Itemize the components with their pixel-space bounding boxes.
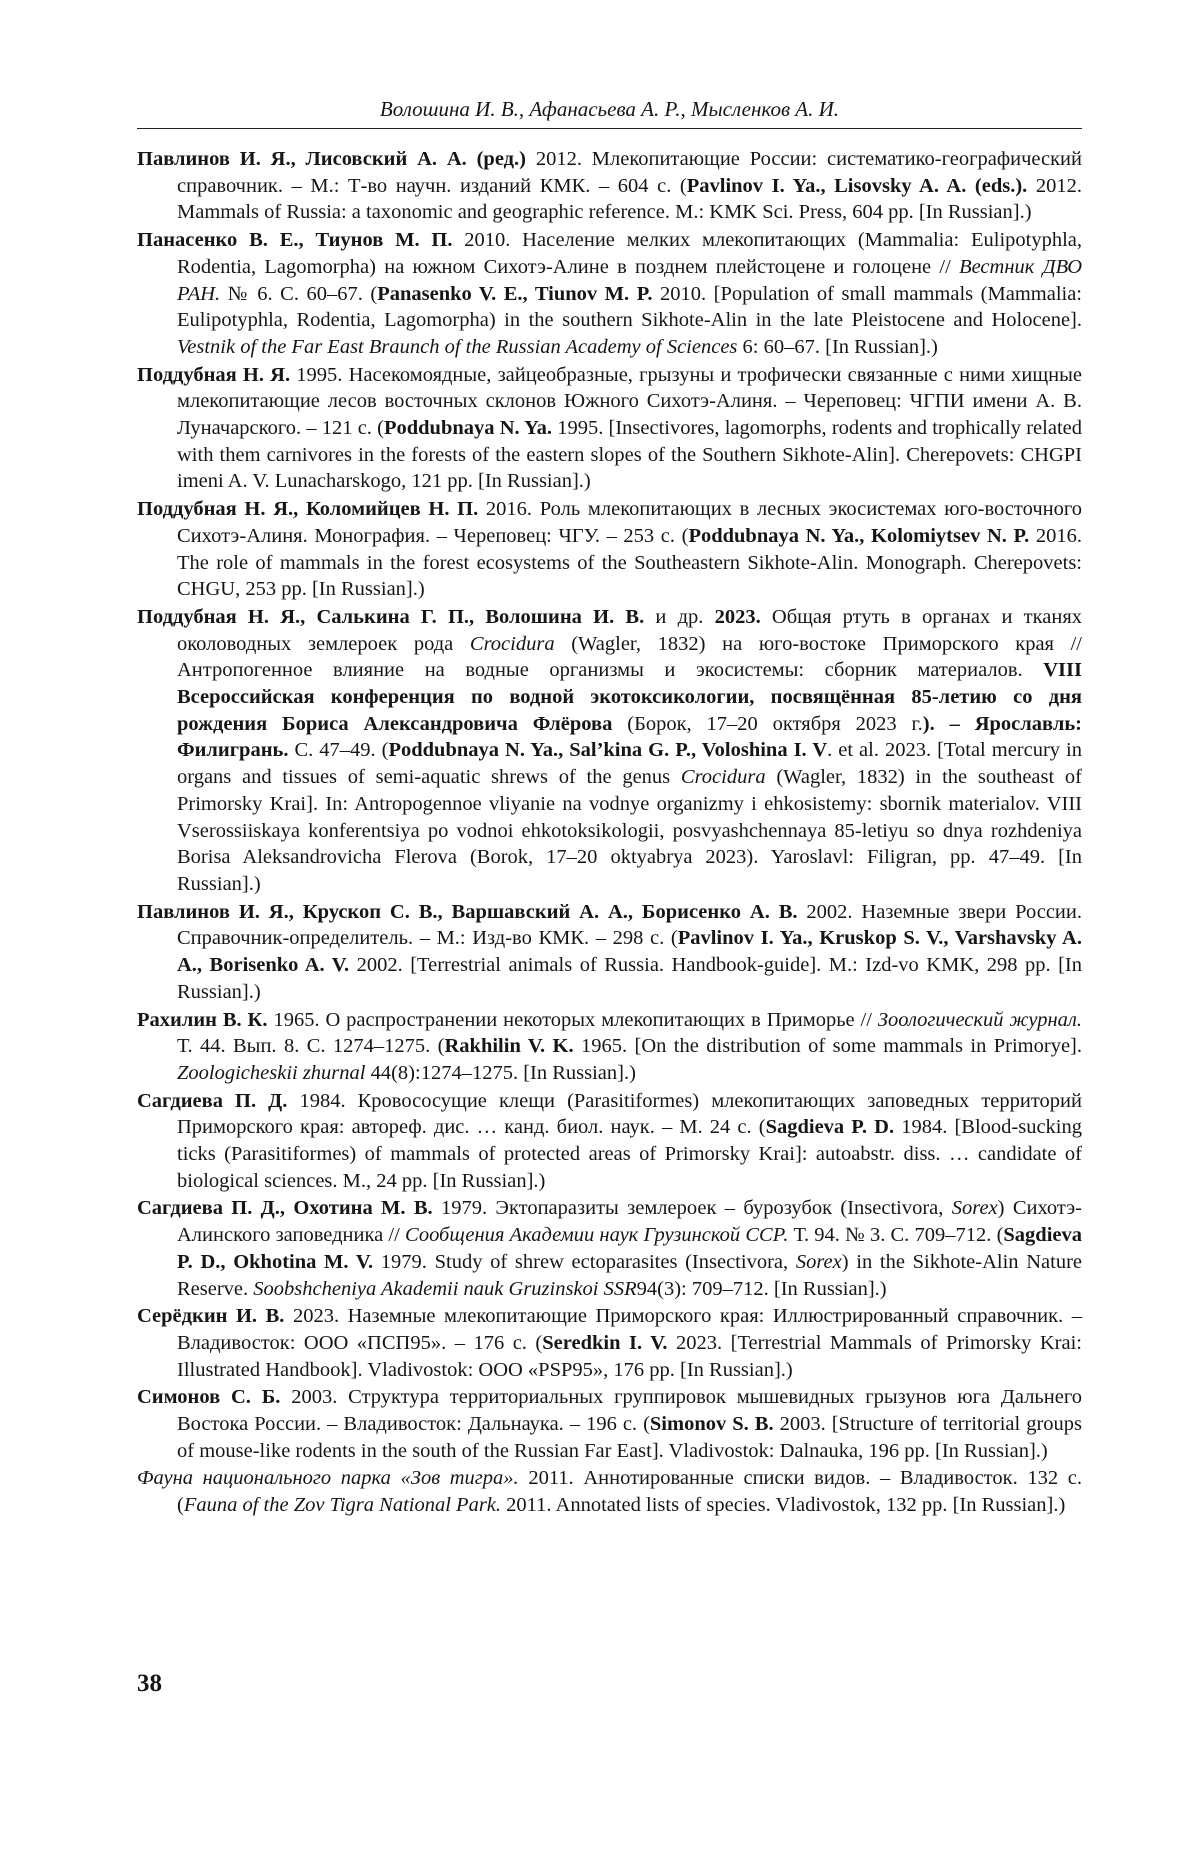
reference-author-bold: Серёдкин И. В.: [137, 1305, 285, 1328]
reference-title-italic: Fauna of the Zov Tigra National Park.: [183, 1494, 502, 1517]
reference-entry: [137, 1195, 1082, 1302]
reference-text: 1979. Эктопаразиты землероек – бурозубок (Insectivora,: [432, 1197, 952, 1220]
reference-title-italic: Зоологический журнал.: [877, 1008, 1082, 1031]
reference-author-bold: Павлинов И. Я., Крускоп С. В., Варшавский А. А., Борисенко А. В.: [137, 900, 798, 923]
reference-list: [137, 146, 1082, 1520]
reference-author-bold: Сагдиева П. Д.: [137, 1089, 288, 1112]
reference-entry: [137, 604, 1082, 898]
reference-text: № 6. С. 60–67. (: [220, 282, 378, 305]
reference-text: 2010. [Population of small mammals (Mammalia: Eulipotyphla, Rodentia, Lagomorpha) in the southern Sikhote-Alin in the late Pleistocene and Holocene].: [177, 282, 1082, 332]
reference-text: Общая ртуть в органах и тканях околоводных землероек рода: [177, 605, 1082, 655]
reference-text: 1995. [Insectivores, lagomorphs, rodents and trophically related with them carnivores in the forests of the eastern slopes of the Southern Sikhote-Alin]. Cherepovets: CHGPI imeni A. V. Lunacharskogo, 121 pp. [In Russian].): [177, 417, 1082, 493]
reference-text: 2023. Наземные млекопитающие Приморского края: Иллюстрированный справочник. – Владивосток: ООО «ПСП95». – 176 с. (: [177, 1305, 1083, 1354]
reference-author-bold: VIII Всероссийская конференция по водной экотоксикологии, посвящённая 85-летию со дня рождения Бориса Александровича Флёрова: [177, 659, 1082, 735]
reference-text: (Wagler, 1832) in the southeast of Primorsky Krai]. In: Antropogennoe vliyanie na vodnye organizmy i ehkosistemy: sbornik materialov. VIII Vserossiiskaya konferentsiya po vodnoi ehkotoksikologii, posvyashchennaya 85-letiyu so dnya rozhdeniya Borisa Aleksandrovicha Flerova (Borok, 17–20 oktyabrya 2023). Yaroslavl: Filigran, pp. 47–49. [In Russian].): [177, 766, 1083, 895]
reference-entry: [137, 362, 1082, 496]
reference-author-bold: Poddubnaya N. Ya., Kolomiytsev N. P.: [688, 524, 1030, 547]
reference-author-bold: Панасенко В. Е., Тиунов М. П.: [137, 229, 453, 252]
reference-text: 2016. The role of mammals in the forest ecosystems of the Southeastern Sikhote-Alin. Monograph. Cherepovets: CHGU, 253 pp. [In Russian].): [177, 524, 1083, 601]
reference-text: . et al. 2023. [Total mercury in organs and tissues of semi-aquatic shrews of the genus: [177, 739, 1082, 789]
reference-author-bold: Seredkin I. V.: [542, 1331, 668, 1354]
reference-author-bold: Павлинов И. Я., Лисовский А. А. (ред.): [137, 148, 526, 170]
reference-entry: [137, 1384, 1082, 1464]
reference-text: (Борок, 17–20 октября 2023 г.: [612, 712, 923, 735]
reference-text: 1995. Насекомоядные, зайцеобразные, грызуны и трофически связанные с ними хищные млекопитающие лесов восточных склонов Южного Сихотэ-Алиня. – Череповец: ЧГПИ имени А. В. Луначарского. – 121 с. (: [177, 363, 1082, 440]
header-rule: [137, 128, 1082, 129]
reference-author-bold: Sagdieva P. D., Okhotina M. V.: [177, 1224, 1083, 1273]
reference-text: 1979. Study of shrew ectoparasites (Insectivora,: [373, 1250, 796, 1273]
reference-text: 2012. Mammals of Russia: a taxonomic and geographic reference. M.: KMK Sci. Press, 604 pp. [In Russian].): [177, 174, 1082, 224]
reference-text: 2002. [Terrestrial animals of Russia. Handbook-guide]. M.: Izd-vo KMK, 298 pp. [In Russian].): [177, 954, 1082, 1003]
reference-author-bold: ). – Ярославль: Филигрань.: [177, 712, 1082, 762]
reference-title-italic: Soobshcheniya Akademii nauk Gruzinskoi SSR: [253, 1277, 637, 1300]
reference-text: С. 47–49. (: [288, 739, 389, 762]
reference-text: 1965. [On the distribution of some mammals in Primorye].: [573, 1035, 1082, 1058]
reference-author-bold: Поддубная Н. Я., Салькина Г. П., Волошина И. В.: [137, 605, 645, 628]
reference-text: 2011. Аннотированные списки видов. – Владивосток. 132 с. (: [177, 1467, 1082, 1517]
reference-title-italic: Sorex: [951, 1197, 998, 1220]
reference-text: 94(3): 709–712. [In Russian].): [636, 1277, 887, 1300]
reference-title-italic: Вестник ДВО РАН.: [177, 255, 1083, 305]
reference-text: и др.: [644, 605, 715, 628]
reference-text: 2011. Annotated lists of species. Vladivostok, 132 pp. [In Russian].): [501, 1494, 1066, 1517]
reference-title-italic: Sorex: [795, 1250, 842, 1273]
reference-author-bold: Simonov S. B.: [649, 1413, 774, 1436]
reference-author-bold: Rakhilin V. K.: [444, 1035, 574, 1058]
reference-text: ) in the Sikhote-Alin Nature Reserve.: [177, 1250, 1082, 1300]
reference-text: (Wagler, 1832) на юго-востоке Приморского края // Антропогенное влияние на водные организмы и экосистемы: сборник материалов.: [177, 632, 1082, 682]
reference-text: 2003. Структура территориальных группировок мышевидных грызунов юга Дальнего Востока России. – Владивосток: Дальнаука. – 196 с. (: [177, 1386, 1082, 1436]
reference-author-bold: Poddubnaya N. Ya.: [383, 417, 552, 440]
reference-text: 2023. [Terrestrial Mammals of Primorsky Krai: Illustrated Handbook]. Vladivostok: OOO «PSP95», 176 pp. [In Russian].): [177, 1331, 1082, 1381]
reference-entry: [137, 1007, 1082, 1087]
reference-title-italic: Vestnik of the Far East Braunch of the Russian Academy of Sciences: [177, 335, 738, 358]
reference-entry: [137, 1303, 1082, 1383]
reference-title-italic: Crocidura: [469, 632, 555, 655]
reference-author-bold: Поддубная Н. Я.: [137, 363, 291, 386]
reference-title-italic: Фауна национального парка «Зов тигра».: [137, 1467, 519, 1490]
reference-author-bold: Симонов С. Б.: [137, 1386, 281, 1409]
reference-text: 2012. Млекопитающие России: систематико-географический справочник. – М.: Т-во научн. изданий КМК. – 604 с. (: [177, 148, 1082, 197]
reference-text: Т. 94. № 3. С. 709–712. (: [788, 1224, 1004, 1247]
reference-entry: [137, 227, 1082, 361]
reference-title-italic: Сообщения Академии наук Грузинской ССР.: [405, 1224, 789, 1247]
reference-entry: [137, 146, 1082, 226]
reference-title-italic: Zoologicheskii zhurnal: [177, 1061, 366, 1084]
reference-entry: [137, 1088, 1082, 1195]
reference-text: 2002. Наземные звери России. Справочник-определитель. – М.: Изд-во КМК. – 298 с. (: [177, 900, 1082, 950]
reference-entry: [137, 899, 1082, 1006]
reference-author-bold: Sagdieva P. D.: [765, 1116, 895, 1139]
reference-author-bold: Поддубная Н. Я., Коломийцев Н. П.: [137, 498, 479, 521]
reference-text: ) Сихотэ-Алинского заповедника //: [177, 1197, 1083, 1247]
reference-text: 1984. [Blood-sucking ticks (Parasitiformes) of mammals of protected areas of Primorsky Krai]: autoabstr. diss. … candidate of biological sciences. M., 24 pp. [In Russian].): [177, 1116, 1083, 1192]
reference-author-bold: Pavlinov I. Ya., Lisovsky A. A. (eds.).: [686, 174, 1028, 197]
reference-author-bold: Poddubnaya N. Ya., Sal’kina G. P., Voloshina I. V: [388, 739, 828, 762]
reference-text: 2003. [Structure of territorial groups of mouse-like rodents in the south of the Russian Far East]. Vladivostok: Dalnauka, 196 pp. [In Russian].): [177, 1413, 1083, 1462]
reference-text: 1965. О распространении некоторых млекопитающих в Приморье //: [267, 1008, 878, 1031]
reference-author-bold: Pavlinov I. Ya., Kruskop S. V., Varshavsky A. A., Borisenko A. V.: [177, 927, 1082, 977]
reference-text: 44(8):1274–1275. [In Russian].): [365, 1061, 636, 1084]
reference-text: Т. 44. Вып. 8. С. 1274–1275. (: [177, 1035, 445, 1058]
reference-text: 6: 60–67. [In Russian].): [737, 335, 938, 358]
reference-text: 1984. Кровососущие клещи (Parasitiformes) млекопитающих заповедных территорий Приморского края: автореф. дис. … канд. биол. наук. – М. 24 с. (: [177, 1089, 1082, 1139]
reference-author-bold: Сагдиева П. Д., Охотина М. В.: [137, 1197, 433, 1220]
page-number: 38: [137, 1670, 162, 1697]
reference-text: 2016. Роль млекопитающих в лесных экосистемах юго-восточного Сихотэ-Алиня. Монография. – Череповец: ЧГУ. – 253 с. (: [177, 498, 1082, 547]
running-header: Волошина И. В., Афанасьева А. Р., Мысленков А. И.: [379, 97, 840, 121]
reference-author-bold: Panasenko V. E., Tiunov M. P.: [377, 282, 653, 305]
reference-text: 2010. Население мелких млекопитающих (Mammalia: Eulipotyphla, Rodentia, Lagomorpha) на южном Сихотэ-Алине в позднем плейстоцене и голоцене //: [177, 229, 1083, 278]
reference-entry: [137, 496, 1082, 603]
reference-author-bold: 2023.: [714, 605, 761, 628]
reference-author-bold: Рахилин В. К.: [137, 1008, 268, 1031]
reference-entry: [137, 1465, 1082, 1518]
reference-title-italic: Crocidura: [680, 766, 766, 789]
